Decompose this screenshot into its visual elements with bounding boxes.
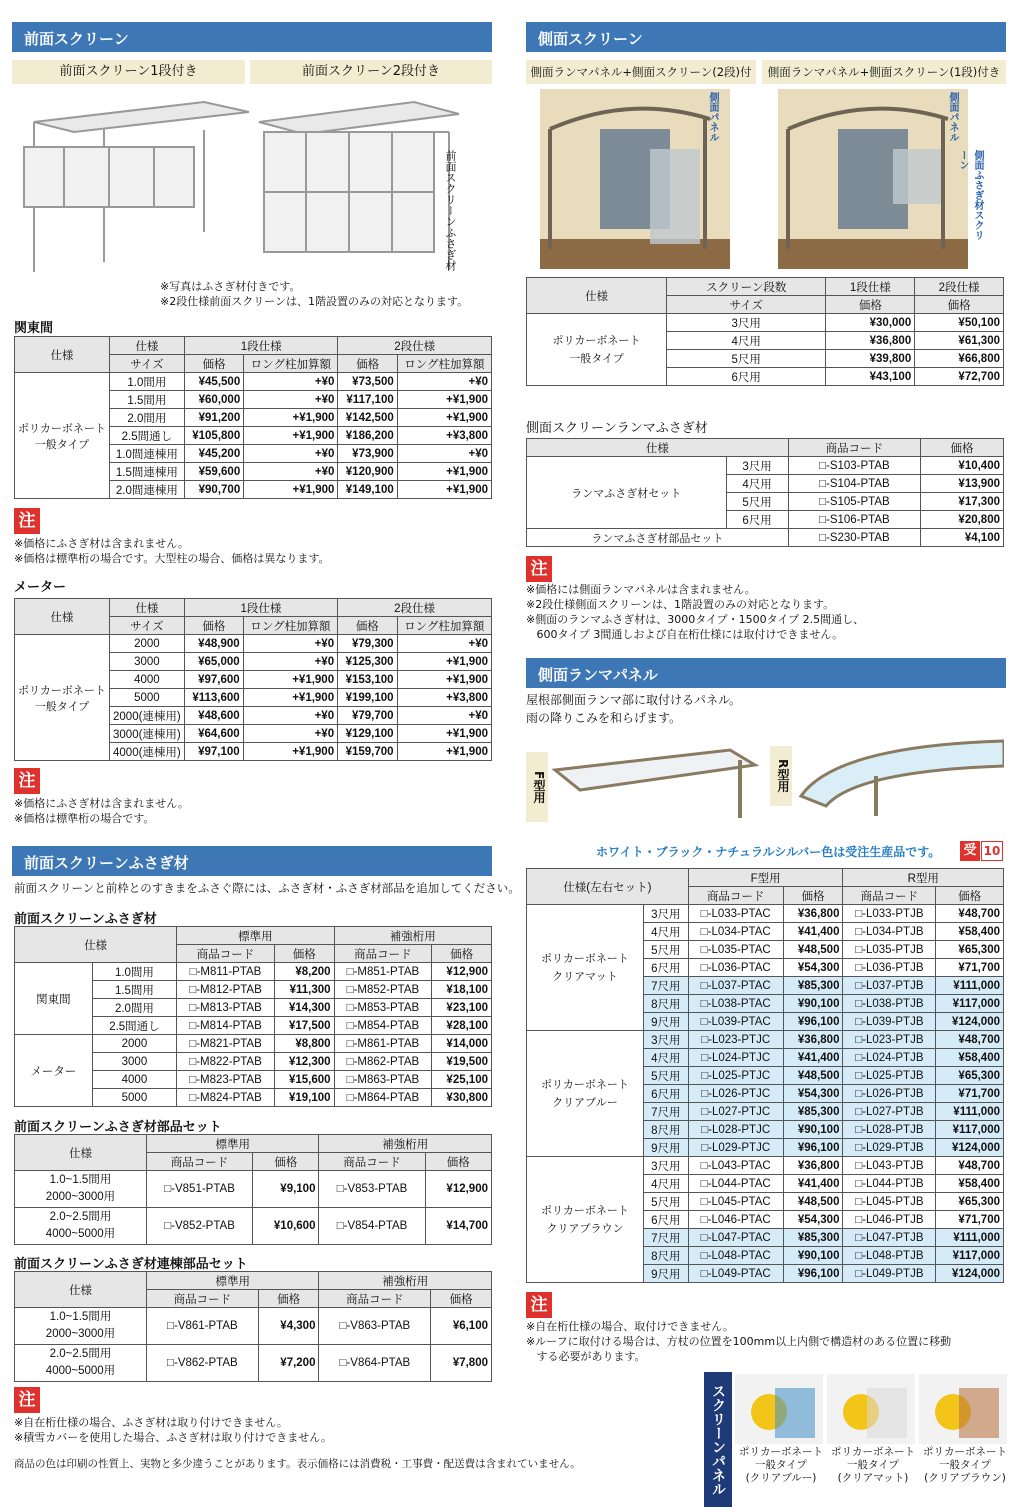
- table-row: 6尺用 □-L046-PTAC ¥54,300 □-L046-PTJB ¥71,700: [527, 1211, 1004, 1229]
- ranma-panel-desc1: 屋根部側面ランマ部に取付けるパネル。: [526, 693, 742, 707]
- side-photo-label-panel: 側面パネル: [707, 92, 718, 142]
- ranma-fusagi-title: 側面スクリーンランマふさぎ材: [526, 421, 708, 436]
- table-row: 4000 ¥97,600 +¥1,900 ¥153,100 +¥1,900: [15, 671, 492, 689]
- side-photo-2: [778, 89, 968, 269]
- side-photo-label-panel-2: 側面パネル: [947, 92, 958, 142]
- table-row: 4尺用 □-S104-PTAB ¥13,900: [527, 475, 1004, 493]
- table-row: 6尺用 □-S106-PTAB ¥20,800: [527, 511, 1004, 529]
- ranma-panel-header: 側面ランマパネル: [526, 658, 1006, 688]
- table-row: メーター 2000 □-M821-PTAB ¥8,800 □-M861-PTAB ¥14,000: [15, 1035, 492, 1053]
- front-photo-note: ※写真はふさぎ材付きです。 ※2段仕様前面スクリーンは、1階設置のみの対応となります。: [160, 280, 469, 308]
- meter-table: 仕様 仕様 1段仕様 2段仕様 サイズ 価格 ロング柱加算額 価格 ロング柱加算額 ポリカーボネート 一般タイプ 2000 ¥48,900 +¥0 ¥79,300 +¥0 3000 ¥65,000 +¥0 ¥125,300 +¥1,900 4000 ¥97,600 +¥1,900 ¥153,100 +¥1,900 5000 ¥113,600 +¥1,900 ¥199,100 +¥3,800 2000(連棟用) ¥48,600 +¥0 ¥79,700 +¥0 3000(連棟用) ¥64,600 +¥0 ¥129,100 +¥1,900 4000(連棟用) ¥97,100 +¥1,900 ¥159,700 +¥1,900: [14, 598, 492, 761]
- table-row: 2.0~2.5間用 4000~5000用 □-V852-PTAB ¥10,600 □-V854-PTAB ¥14,700: [15, 1208, 492, 1245]
- fusagi-desc: 前面スクリーンと前枠とのすきまをふさぐ際には、ふさぎ材・ふさぎ材部品を追加してください。: [14, 881, 520, 895]
- swatch-label: スクリーンパネル: [704, 1372, 732, 1507]
- swatch-caption-2: ポリカーボネート 一般タイプ (クリアマット): [831, 1446, 915, 1484]
- note-badge: 注: [14, 508, 40, 534]
- table-row: 3000 ¥65,000 +¥0 ¥125,300 +¥1,900: [15, 653, 492, 671]
- table-row: 5000 ¥113,600 +¥1,900 ¥199,100 +¥3,800: [15, 689, 492, 707]
- table-row: ランマふさぎ材セット 3尺用 □-S103-PTAB ¥10,400: [527, 457, 1004, 475]
- footer-note: 商品の色は印刷の性質上、実物と多少違うことがあります。表示価格には消費税・工事費・配送費は含まれていません。: [14, 1458, 581, 1470]
- table-row: 2000(連棟用) ¥48,600 +¥0 ¥79,700 +¥0: [15, 707, 492, 725]
- table-row: 5尺用 □-S105-PTAB ¥17,300: [527, 493, 1004, 511]
- fusagi-t2: 前面スクリーンふさぎ材部品セット: [14, 1120, 222, 1135]
- table-row: ポリカーボネート 一般タイプ 2000 ¥48,900 +¥0 ¥79,300 +¥0: [15, 635, 492, 653]
- table-row: 2.0間連棟用 ¥90,700 +¥1,900 ¥149,100 +¥1,900: [15, 481, 492, 499]
- fusagi-renmu-table: 仕様 標準用 補強桁用 商品コード 価格 商品コード 価格 1.0~1.5間用 2000~3000用 □-V861-PTAB ¥4,300 □-V863-PTAB ¥6,100 2.0~2.5間用 4000~5000用 □-V862-PTAB ¥7,200 □-V864-PTAB ¥7,800: [14, 1271, 492, 1382]
- kanto-label: 関東間: [14, 321, 54, 336]
- f-type-photo: [550, 740, 760, 820]
- table-row: 7尺用 □-L027-PTJC ¥85,300 □-L027-PTJB ¥111,000: [527, 1103, 1004, 1121]
- meter-label: メーター: [14, 580, 67, 595]
- ranma-fusagi-table: 仕様 商品コード 価格 ランマふさぎ材セット 3尺用 □-S103-PTAB ¥10,400 4尺用 □-S104-PTAB ¥13,900 5尺用 □-S105-PTAB ¥17,300 6尺用 □-S106-PTAB ¥20,800 ランマふさぎ材部品セット □-S230-PTAB ¥4,100: [526, 438, 1004, 547]
- table-row: 5尺用 □-L045-PTAC ¥48,500 □-L045-PTJB ¥65,300: [527, 1193, 1004, 1211]
- fusagi-t3: 前面スクリーンふさぎ材連棟部品セット: [14, 1257, 248, 1272]
- table-row: 4尺用 □-L044-PTAC ¥41,400 □-L044-PTJB ¥58,400: [527, 1175, 1004, 1193]
- table-row: 1.0~1.5間用 2000~3000用 □-V861-PTAB ¥4,300 □-V863-PTAB ¥6,100: [15, 1308, 492, 1345]
- table-row: 8尺用 □-L038-PTAC ¥90,100 □-L038-PTJB ¥117,000: [527, 995, 1004, 1013]
- table-row: 4000 □-M823-PTAB ¥15,600 □-M863-PTAB ¥25,100: [15, 1071, 492, 1089]
- swatch-caption-3: ポリカーボネート 一般タイプ (クリアブラウン): [923, 1446, 1007, 1484]
- table-row: 1.0~1.5間用 2000~3000用 □-V851-PTAB ¥9,100 □-V853-PTAB ¥12,900: [15, 1171, 492, 1208]
- meter-note: ※価格にふさぎ材は含まれません。 ※価格は標準桁の場合です。: [14, 797, 189, 825]
- note-badge: 注: [14, 1387, 40, 1413]
- side-screen-header: 側面スクリーン: [526, 22, 1006, 52]
- table-row: 6尺用 ¥43,100 ¥72,700: [527, 368, 1004, 386]
- table-row: 4尺用 □-L034-PTAC ¥41,400 □-L034-PTJB ¥58,400: [527, 923, 1004, 941]
- front-screen-photo: [14, 92, 490, 278]
- table-row: ポリカーボネート クリアブルー 3尺用 □-L023-PTJC ¥36,800 □-L023-PTJB ¥48,700: [527, 1031, 1004, 1049]
- table-row: 9尺用 □-L049-PTAC ¥96,100 □-L049-PTJB ¥124,000: [527, 1265, 1004, 1283]
- note-badge: 注: [526, 1292, 552, 1318]
- kanto-note: ※価格にふさぎ材は含まれません。 ※価格は標準桁の場合です。大型柱の場合、価格は異なります。: [14, 537, 330, 565]
- order-badge: 受: [960, 841, 980, 861]
- ranma-panel-note: ※自在桁仕様の場合、取付けできません。 ※ルーフに取付ける場合は、方杖の位置を100mm以上内側で構造材のある位置に移動 する必要があります。: [526, 1320, 952, 1363]
- side-photo-label-screen: 側面ふさぎ材スクリーン: [957, 150, 983, 240]
- table-row: 4000(連棟用) ¥97,100 +¥1,900 ¥159,700 +¥1,900: [15, 743, 492, 761]
- ranma-panel-desc2: 雨の降りこみを和らげます。: [526, 711, 682, 725]
- table-row: 4尺用 ¥36,800 ¥61,300: [527, 332, 1004, 350]
- fusagi-header: 前面スクリーンふさぎ材: [12, 846, 492, 876]
- front-screen-header: 前面スクリーン: [12, 22, 492, 52]
- table-row: 1.0間連棟用 ¥45,200 +¥0 ¥73,900 +¥0: [15, 445, 492, 463]
- table-row: ランマふさぎ材部品セット □-S230-PTAB ¥4,100: [527, 529, 1004, 547]
- table-row: 2.0間用 ¥91,200 +¥1,900 ¥142,500 +¥1,900: [15, 409, 492, 427]
- side-sub-1: 側面ランマパネル+側面スクリーン(2段)付: [526, 60, 756, 84]
- table-row: 9尺用 □-L039-PTAC ¥96,100 □-L039-PTJB ¥124,000: [527, 1013, 1004, 1031]
- table-row: 5尺用 ¥39,800 ¥66,800: [527, 350, 1004, 368]
- front-callout: 前面スクリーンふさぎ材: [444, 150, 457, 271]
- kanto-table: 仕様 仕様 1段仕様 2段仕様 サイズ 価格 ロング柱加算額 価格 ロング柱加算額 ポリカーボネート 一般タイプ 1.0間用 ¥45,500 +¥0 ¥73,500 +¥0 1.5間用 ¥60,000 +¥0 ¥117,100 +¥1,900 2.0間用 ¥91,200 +¥1,900 ¥142,500 +¥1,900 2.5間通し ¥105,800 +¥1,900 ¥186,200 +¥3,800 1.0間連棟用 ¥45,200 +¥0 ¥73,900 +¥0 1.5間連棟用 ¥59,600 +¥0 ¥120,900 +¥1,900 2.0間連棟用 ¥90,700 +¥1,900 ¥149,100 +¥1,900: [14, 336, 492, 499]
- fusagi-parts-table: 仕様 標準用 補強桁用 商品コード 価格 商品コード 価格 1.0~1.5間用 2000~3000用 □-V851-PTAB ¥9,100 □-V853-PTAB ¥12,900 2.0~2.5間用 4000~5000用 □-V852-PTAB ¥10,600 □-V854-PTAB ¥14,700: [14, 1134, 492, 1245]
- swatch-caption-1: ポリカーボネート 一般タイプ (クリアブルー): [739, 1446, 823, 1484]
- table-row: ポリカーボネート 一般タイプ 1.0間用 ¥45,500 +¥0 ¥73,500 +¥0: [15, 373, 492, 391]
- side-table: 仕様 スクリーン段数 1段仕様 2段仕様 サイズ 価格 価格 ポリカーボネート 一般タイプ 3尺用 ¥30,000 ¥50,100 4尺用 ¥36,800 ¥61,300 5尺用 ¥39,800 ¥66,800 6尺用 ¥43,100 ¥72,700: [526, 277, 1004, 386]
- table-row: 1.5間用 ¥60,000 +¥0 ¥117,100 +¥1,900: [15, 391, 492, 409]
- table-row: 2.5間通し □-M814-PTAB ¥17,500 □-M854-PTAB ¥28,100: [15, 1017, 492, 1035]
- table-row: 8尺用 □-L028-PTJC ¥90,100 □-L028-PTJB ¥117,000: [527, 1121, 1004, 1139]
- swatch-2: [827, 1374, 915, 1444]
- side-sub-2: 側面ランマパネル+側面スクリーン(1段)付き: [762, 60, 1006, 84]
- table-row: 6尺用 □-L026-PTJC ¥54,300 □-L026-PTJB ¥71,700: [527, 1085, 1004, 1103]
- fusagi-note: ※自在桁仕様の場合、ふさぎ材は取り付けできません。 ※積雪カバーを使用した場合、ふさぎ材は取り付けできません。: [14, 1416, 332, 1444]
- swatch-1: [735, 1374, 823, 1444]
- table-row: 2.0間用 □-M813-PTAB ¥14,300 □-M853-PTAB ¥23,100: [15, 999, 492, 1017]
- table-row: 9尺用 □-L029-PTJC ¥96,100 □-L029-PTJB ¥124,000: [527, 1139, 1004, 1157]
- table-row: ポリカーボネート クリアブラウン 3尺用 □-L043-PTAC ¥36,800 □-L043-PTJB ¥48,700: [527, 1157, 1004, 1175]
- table-row: 6尺用 □-L036-PTAC ¥54,300 □-L036-PTJB ¥71,700: [527, 959, 1004, 977]
- table-row: 2.5間通し ¥105,800 +¥1,900 ¥186,200 +¥3,800: [15, 427, 492, 445]
- table-row: 5尺用 □-L025-PTJC ¥48,500 □-L025-PTJB ¥65,300: [527, 1067, 1004, 1085]
- note-badge: 注: [526, 556, 552, 582]
- table-row: ポリカーボネート クリアマット 3尺用 □-L033-PTAC ¥36,800 □-L033-PTJB ¥48,700: [527, 905, 1004, 923]
- side-photo-1: [540, 89, 730, 269]
- fusagi-t1: 前面スクリーンふさぎ材: [14, 912, 157, 927]
- table-row: 関東間 1.0間用 □-M811-PTAB ¥8,200 □-M851-PTAB ¥12,900: [15, 963, 492, 981]
- table-row: 5尺用 □-L035-PTAC ¥48,500 □-L035-PTJB ¥65,300: [527, 941, 1004, 959]
- r-type-photo: [796, 736, 1004, 816]
- table-row: 1.5間連棟用 ¥59,600 +¥0 ¥120,900 +¥1,900: [15, 463, 492, 481]
- ranma-fusagi-note: ※価格には側面ランマパネルは含まれません。 ※2段仕様側面スクリーンは、1階設置のみの対応となります。 ※側面のランマふさぎ材は、3000タイプ・1500タイプ 2.5間通し、 600タイプ 3間通しおよび自在桁仕様には取付けできません。: [526, 583, 865, 641]
- fusagi-table: 仕様 標準用 補強桁用 商品コード 価格 商品コード 価格 関東間 1.0間用 □-M811-PTAB ¥8,200 □-M851-PTAB ¥12,900 1.5間用 □-M812-PTAB ¥11,300 □-M852-PTAB ¥18,100 2.0間用 □-M813-PTAB ¥14,300 □-M853-PTAB ¥23,100 2.5間通し □-M814-PTAB ¥17,500 □-M854-PTAB ¥28,100 メーター 2000 □-M821-PTAB ¥8,800 □-M861-PTAB ¥14,000 3000 □-M822-PTAB ¥12,300 □-M862-PTAB ¥19,500 4000 □-M823-PTAB ¥15,600 □-M863-PTAB ¥25,100 5000 □-M824-PTAB ¥19,100 □-M864-PTAB ¥30,800: [14, 926, 492, 1107]
- table-row: 5000 □-M824-PTAB ¥19,100 □-M864-PTAB ¥30,800: [15, 1089, 492, 1107]
- table-row: 3000(連棟用) ¥64,600 +¥0 ¥129,100 +¥1,900: [15, 725, 492, 743]
- table-row: 1.5間用 □-M812-PTAB ¥11,300 □-M852-PTAB ¥18,100: [15, 981, 492, 999]
- order-num: 10: [981, 841, 1003, 861]
- note-badge: 注: [14, 768, 40, 794]
- table-row: 3000 □-M822-PTAB ¥12,300 □-M862-PTAB ¥19,500: [15, 1053, 492, 1071]
- front-sub-2: 前面スクリーン2段付き: [250, 60, 492, 84]
- table-row: ポリカーボネート 一般タイプ 3尺用 ¥30,000 ¥50,100: [527, 314, 1004, 332]
- ranma-panel-table: 仕様(左右セット) F型用 R型用 商品コード 価格 商品コード 価格 ポリカーボネート クリアマット 3尺用 □-L033-PTAC ¥36,800 □-L033-PTJB ¥48,700 4尺用 □-L034-PTAC ¥41,400 □-L034-PTJB ¥58,400 5尺用 □-L035-PTAC ¥48,500 □-L035-PTJB ¥65,300 6尺用 □-L036-PTAC ¥54,300 □-L036-PTJB ¥71,700 7尺用 □-L037-PTAC ¥85,300 □-L037-PTJB ¥111,000 8尺用 □-L038-PTAC ¥90,100 □-L038-PTJB ¥117,000 9尺用 □-L039-PTAC ¥96,100 □-L039-PTJB ¥124,000 ポリカーボネート クリアブルー 3尺用 □-L023-PTJC ¥36,800 □-L023-PTJB ¥48,700 4尺用 □-L024-PTJC ¥41,400 □-L024-PTJB ¥58,400 5尺用 □-L025-PTJC ¥48,500 □-L025-PTJB ¥65,300 6尺用 □-L026-PTJC ¥54,300 □-L026-PTJB ¥71,700 7尺用 □-L027-PTJC ¥85,300 □-L027-PTJB ¥111,000 8尺用 □-L028-PTJC ¥90,100 □-L028-PTJB ¥117,000 9尺用 □-L029-PTJC ¥96,100 □-L029-PTJB ¥124,000 ポリカーボネート クリアブラウン 3尺用 □-L043-PTAC ¥36,800 □-L043-PTJB ¥48,700 4尺用 □-L044-PTAC ¥41,400 □-L044-PTJB ¥58,400 5尺用 □-L045-PTAC ¥48,500 □-L045-PTJB ¥65,300 6尺用 □-L046-PTAC ¥54,300 □-L046-PTJB ¥71,700 7尺用 □-L047-PTAC ¥85,300 □-L047-PTJB ¥111,000 8尺用 □-L048-PTAC ¥90,100 □-L048-PTJB ¥117,000 9尺用 □-L049-PTAC ¥96,100 □-L049-PTJB ¥124,000: [526, 868, 1004, 1283]
- table-row: 4尺用 □-L024-PTJC ¥41,400 □-L024-PTJB ¥58,400: [527, 1049, 1004, 1067]
- table-row: 2.0~2.5間用 4000~5000用 □-V862-PTAB ¥7,200 □-V864-PTAB ¥7,800: [15, 1345, 492, 1382]
- r-type-tag: R型用: [770, 746, 792, 806]
- f-type-tag: F型用: [526, 752, 548, 822]
- table-row: 7尺用 □-L047-PTAC ¥85,300 □-L047-PTJB ¥111,000: [527, 1229, 1004, 1247]
- table-row: 7尺用 □-L037-PTAC ¥85,300 □-L037-PTJB ¥111,000: [527, 977, 1004, 995]
- table-row: 8尺用 □-L048-PTAC ¥90,100 □-L048-PTJB ¥117,000: [527, 1247, 1004, 1265]
- front-sub-1: 前面スクリーン1段付き: [12, 60, 245, 84]
- swatch-3: [919, 1374, 1007, 1444]
- order-notice: ホワイト・ブラック・ナチュラルシルバー色は受注生産品です。: [596, 845, 941, 859]
